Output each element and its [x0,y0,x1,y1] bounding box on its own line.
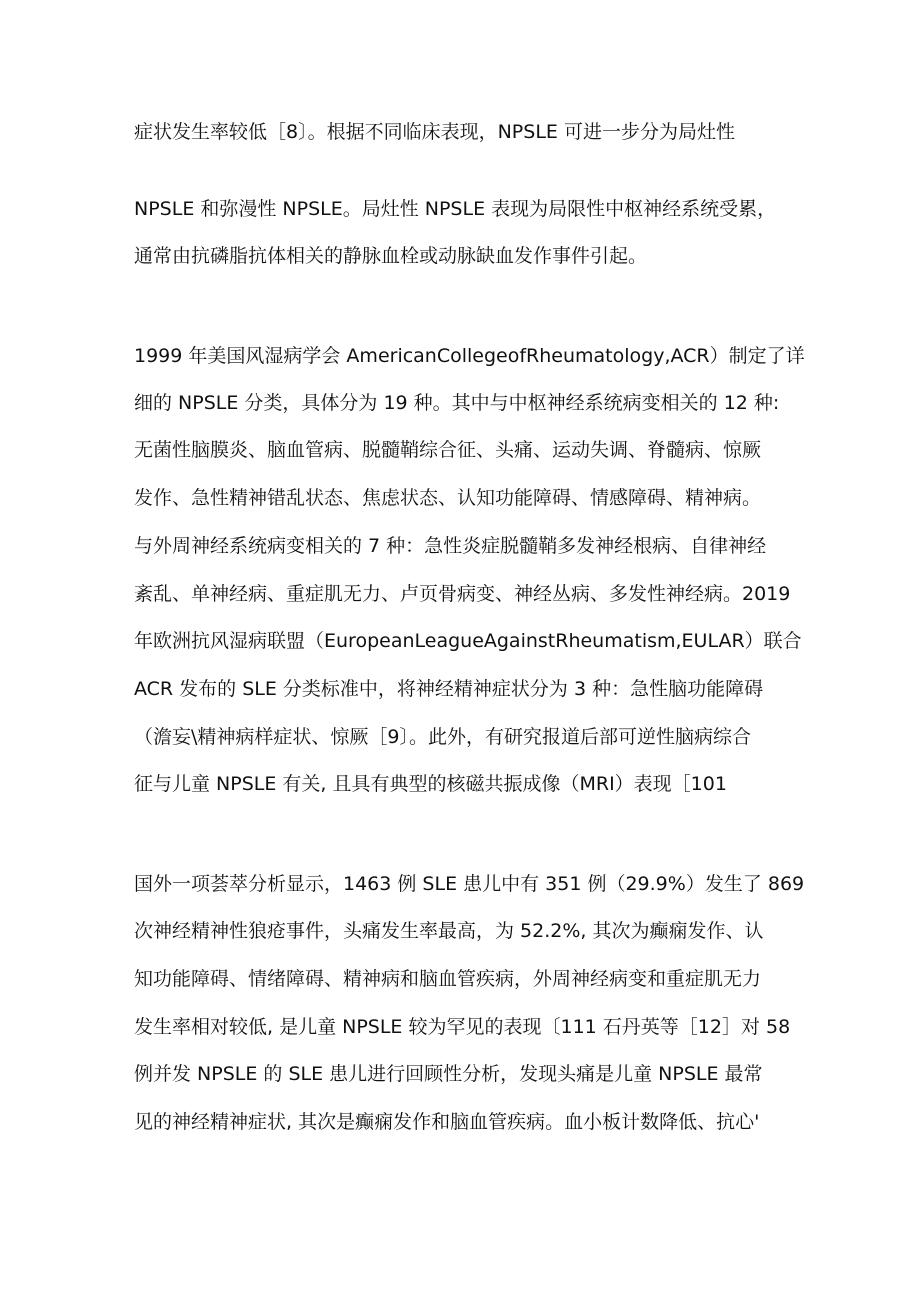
paragraph-4-line-1: 国外一项荟萃分析显示，1463 例 SLE 患儿中有 351 例（29.9%）发生了 869 [134,873,805,895]
paragraph-4-line-2: 次神经精神性狼疮事件，头痛发生率最高，为 52.2%, 其次为癫痫发作、认 [134,920,764,942]
paragraph-1-line-1: 症状发生率较低［8〕。根据不同临床表现，NPSLE 可进一步分为局灶性 [134,121,735,143]
paragraph-3-line-1: 1999 年美国风湿病学会 AmericanCollegeofRheumatology,ACR）制定了详 [134,345,805,367]
paragraph-4-line-4: 发生率相对较低, 是儿童 NPSLE 较为罕见的表现〔111 石丹英等［12］对 58 [134,1016,791,1038]
paragraph-3-line-6: 紊乱、单神经病、重症肌无力、卢页骨病变、神经丛病、多发性神经病。2019 [134,583,791,605]
paragraph-3-line-4: 发作、急性精神错乱状态、焦虑状态、认知功能障碍、情感障碍、精神病。 [134,487,762,509]
paragraph-3-line-2: 细的 NPSLE 分类，具体分为 19 种。其中与中枢神经系统病变相关的 12 种: [134,392,780,414]
paragraph-3-line-7: 年欧洲抗风湿病联盟（EuropeanLeagueAgainstRheumatism,EULAR）联合 [134,630,802,652]
paragraph-2-line-2: 通常由抗磷脂抗体相关的静脉血栓或动脉缺血发作事件引起。 [134,245,648,267]
paragraph-3-line-3: 无菌性脑膜炎、脑血管病、脱髓鞘综合征、头痛、运动失调、脊髓病、惊厥 [134,439,762,461]
paragraph-3-line-10: 征与儿童 NPSLE 有关, 且具有典型的核磁共振成像（MRI）表现［101 [134,773,727,795]
paragraph-3-line-5: 与外周神经系统病变相关的 7 种：急性炎症脱髓鞘多发神经根病、自律神经 [134,535,767,557]
paragraph-3-line-8: ACR 发布的 SLE 分类标准中，将神经精神症状分为 3 种：急性脑功能障碍 [134,678,764,700]
paragraph-2-line-1: NPSLE 和弥漫性 NPSLE。局灶性 NPSLE 表现为局限性中枢神经系统受累， [134,198,777,220]
paragraph-4-line-5: 例并发 NPSLE 的 SLE 患儿进行回顾性分析，发现头痛是儿童 NPSLE 最常 [134,1063,763,1085]
paragraph-4-line-6: 见的神经精神症状, 其次是癫痫发作和脑血管疾病。血小板计数降低、抗心' [134,1111,760,1133]
paragraph-4-line-3: 知功能障碍、情绪障碍、精神病和脑血管疾病，外周神经病变和重症肌无力 [134,968,762,990]
paragraph-3-line-9: （澹妄\精神病样症状、惊厥［9〕。此外，有研究报道后部可逆性脑病综合 [134,726,751,748]
